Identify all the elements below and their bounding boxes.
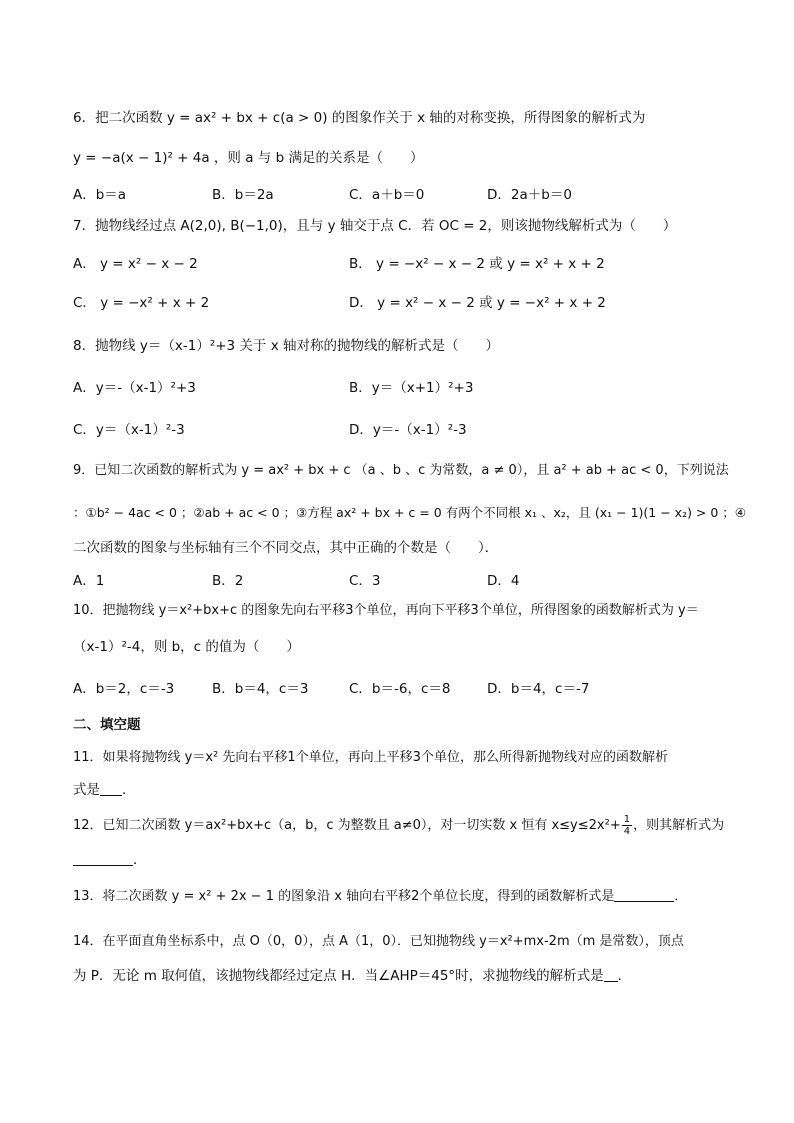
question-13-text: 13．将二次函数 y = x² + 2x − 1 的图象沿 x 轴向右平移2个单位长度，得到的函数解析式是 (73, 889, 615, 904)
question-8-option-d: D．y＝-（x-1）²-3 (349, 422, 467, 438)
question-6-line-1: 6．把二次函数 y = ax² + bx + c(a > 0) 的图象作关于 x 轴的对称变换，所得图象的解析式为 (73, 110, 646, 126)
section-heading-fill-in: 二、填空题 (73, 717, 141, 733)
question-8-option-c: C．y＝（x-1）²-3 (73, 422, 185, 438)
question-9-line-1: 9．已知二次函数的解析式为 y = ax² + bx + c （a 、b 、c 为常数，a ≠ 0），且 a² + ab + ac < 0，下列说法 (73, 463, 729, 478)
question-8-option-a: A．y＝-（x-1）²+3 (73, 380, 196, 396)
question-7-option-c: C． y = −x² + x + 2 (73, 295, 210, 311)
question-14-answer-blank[interactable] (604, 967, 618, 982)
question-9-option-c: C．3 (349, 573, 381, 589)
question-9-option-b: B．2 (212, 573, 244, 589)
question-10-line-1: 10．把抛物线 y＝x²+bx+c 的图象先向右平移3个单位，再向下平移3个单位，所得图象的函数解析式为 y＝ (73, 603, 699, 618)
question-14-text: 为 P．无论 m 取何值，该抛物线都经过定点 H．当∠AHP＝45°时，求抛物线的解析式是 (73, 968, 604, 984)
question-8-line-1: 8．抛物线 y＝（x-1）²+3 关于 x 轴对称的抛物线的解析式是（ ） (73, 338, 499, 354)
question-6-option-c: C．a＋b＝0 (349, 187, 425, 203)
question-9-option-d: D．4 (487, 573, 520, 589)
fraction-numerator: 1 (623, 814, 631, 825)
question-10-option-b: B．b＝4，c＝3 (212, 681, 309, 697)
question-13-answer-blank[interactable] (614, 887, 674, 902)
question-14-line-1: 14．在平面直角坐标系中，点 O（0，0），点 A（1，0）．已知抛物线 y＝x²+mx-2m（m 是常数），顶点 (73, 934, 684, 949)
question-6-option-d: D．2a＋b＝0 (487, 187, 572, 203)
question-6-option-a: A．b＝a (73, 187, 127, 203)
question-10-option-a: A．b＝2，c＝-3 (73, 681, 175, 697)
question-10-option-d: D．b＝4，c＝-7 (487, 681, 590, 697)
question-11-answer-blank[interactable] (100, 781, 122, 796)
question-7-option-d: D． y = x² − x − 2 或 y = −x² + x + 2 (349, 295, 606, 311)
question-6-line-2: y = −a(x − 1)² + 4a ，则 a 与 b 满足的关系是（ ） (73, 150, 424, 166)
question-7-option-b: B． y = −x² − x − 2 或 y = x² + x + 2 (349, 256, 605, 272)
question-9-line-3: 二次函数的图象与坐标轴有三个不同交点，其中正确的个数是（ ）． (73, 540, 499, 556)
fraction-denominator: 4 (623, 826, 631, 837)
question-12-text-b: ，则其解析式为 (633, 818, 725, 833)
question-14-line-2: 为 P．无论 m 取何值，该抛物线都经过定点 H．当∠AHP＝45°时，求抛物线的解析式是 ． (73, 968, 632, 984)
question-12-line-1 (73, 814, 724, 837)
question-9-option-a: A．1 (73, 573, 105, 589)
question-11-line-2: 式是 ． (73, 782, 136, 798)
question-7-option-a: A． y = x² − x − 2 (73, 256, 198, 272)
question-12-answer-blank[interactable] (73, 851, 133, 866)
question-7-line-1: 7．抛物线经过点 A(2,0), B(−1,0)，且与 y 轴交于点 C．若 OC = 2，则该抛物线解析式为（ ） (73, 218, 677, 234)
question-9-line-2: ：①b² − 4ac < 0 ；②ab + ac < 0 ；③方程 ax² + bx + c = 0 有两个不同根 x₁ 、x₂，且 (x₁ − 1)(1 − x₂) > 0 ；④ (73, 505, 747, 520)
question-13-line-1: 13．将二次函数 y = x² + 2x − 1 的图象沿 x 轴向右平移2个单位长度，得到的函数解析式是 ． (73, 889, 688, 904)
question-11-line-2-text: 式是 (73, 782, 100, 798)
question-12-line-2: ． (73, 850, 147, 870)
question-10-line-2: （x-1）²-4，则 b，c 的值为（ ） (73, 639, 300, 655)
question-10-option-c: C．b＝-6，c＝8 (349, 681, 451, 697)
question-12-text-a: 12．已知二次函数 y＝ax²+bx+c（a，b，c 为整数且 a≠0），对一切实数 x 恒有 x≤y≤2x²+ (73, 818, 621, 833)
question-8-option-b: B．y＝（x+1）²+3 (349, 380, 474, 396)
question-11-line-1: 11．如果将抛物线 y＝x² 先向右平移1个单位，再向上平移3个单位，那么所得新抛物线对应的函数解析 (73, 750, 668, 765)
question-6-option-b: B．b＝2a (212, 187, 274, 203)
question-12-fraction (622, 814, 632, 837)
